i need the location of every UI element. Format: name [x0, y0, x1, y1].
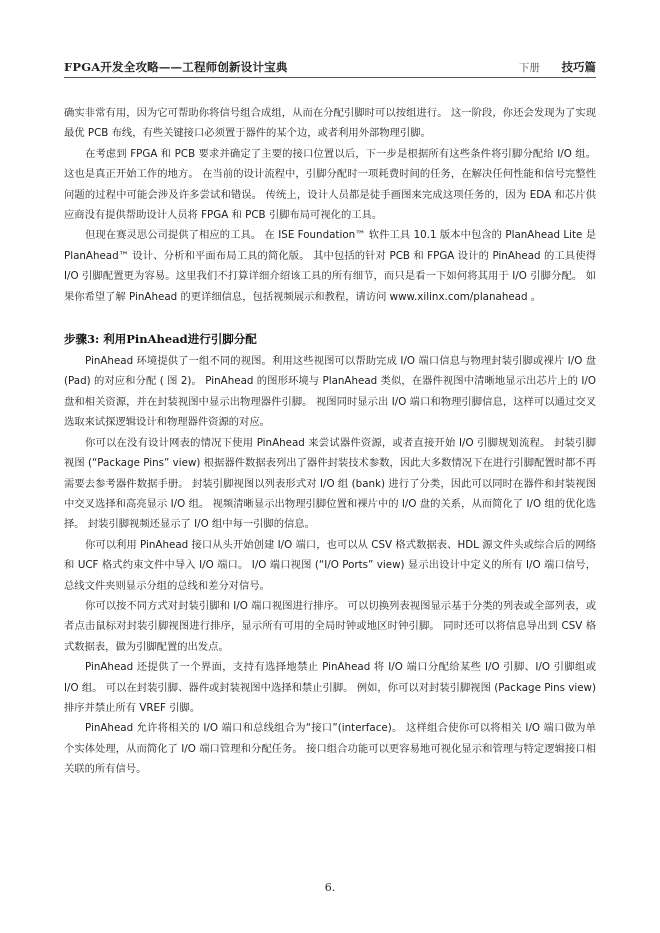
- book-title: FPGA开发全攻略——工程师创新设计宝典: [64, 60, 288, 74]
- paragraph: 你可以在没有设计网表的情况下使用 PinAhead 来尝试器件资源，或者直接开始 I/O 引脚规划流程。 封装引脚视图 (“Package Pins” view) 根据器件数据表列出了器件封装技术参数，因此大多数情况下在进行引脚配置时都不再需要去参考器件数据手册。 封装引脚视图以列表形式对 I/O 组 (bank) 进行了分类，因此可以同时在器件和封装视图中交叉选择和高亮显示 I/O 组。 视频清晰显示出物理引脚位置和裸片中的 I/O 盘的关系，从而简化了 I/O 组的优化选择。 封装引脚视频还显示了 I/O 组中每一引脚的信息。: [64, 436, 596, 531]
- page-body: [64, 103, 596, 780]
- running-header: [64, 55, 596, 78]
- paragraph: 你可以利用 PinAhead 接口从头开始创建 I/O 端口，也可以从 CSV 格式数据表、HDL 源文件头或综合后的网络和 UCF 格式约束文件中导入 I/O 端口。 I/O 端口视图 (“I/O Ports” view) 显示出设计中定义的所有 I/O 端口信号，总线文件夹则显示分组的总线和差分对信号。: [64, 538, 596, 592]
- section-heading: 步骤3: 利用PinAhead进行引脚分配: [64, 332, 257, 347]
- paragraph: 但现在赛灵思公司提供了相应的工具。 在 ISE Foundation™ 软件工具 10.1 版本中包含的 PlanAhead Lite 是 PlanAhead™ 设计、分析和平面布局工具的简化版。 其中包括的针对 PCB 和 FPGA 设计的 PinAhead 的工具使得 I/O 引脚配置更为容易。这里我们不打算详细介绍该工具的所有细节，而只是看一下如何将其用于 I/O 引脚分配。 如果你希望了解 PinAhead 的更详细信息，包括视频展示和教程，请访问 www.xilinx.com/planahead 。: [64, 229, 596, 303]
- paragraph: 确实非常有用，因为它可帮助你将信号组合成组，从而在分配引脚时可以按组进行。 这一阶段，你还会发现为了实现最优 PCB 布线，有些关键接口必须置于器件的某个边，或者利用外部物理引脚。: [64, 107, 596, 140]
- paragraph: PinAhead 还提供了一个界面，支持有选择地禁止 PinAhead 将 I/O 端口分配给某些 I/O 引脚、I/O 引脚组或 I/O 组。 可以在封装引脚、器件或封装视图中选择和禁止引脚。 例如，你可以对封装引脚视图 (Package Pins view) 排序并禁止所有 VREF 引脚。: [64, 661, 596, 714]
- paragraph: PinAhead 允许将相关的 I/O 端口和总线组合为“接口”(interface)。 这样组合使你可以将相关 I/O 端口做为单个实体处理，从而简化了 I/O 端口管理和分配任务。 接口组合功能可以更容易地可视化显示和管理与特定逻辑接口相关联的所有信号。: [64, 722, 596, 776]
- paragraph: PinAhead 环境提供了一组不同的视图。利用这些视图可以帮助完成 I/O 端口信息与物理封装引脚或裸片 I/O 盘 (Pad) 的对应和分配 ( 图 2)。 PinAhead 的图形环境与 PlanAhead 类似，在器件视图中清晰地显示出芯片上的 I/O 盘和相关资源，并在封装视图中显示出物理器件引脚。 视图同时显示出 I/O 端口和物理引脚信息，这样可以通过交叉选取来试探逻辑设计和物理器件资源的对应。: [64, 355, 596, 429]
- paragraph: 在考虑到 FPGA 和 PCB 要求并确定了主要的接口位置以后，下一步是根据所有这些条件将引脚分配给 I/O 组。 这也是真正开始工作的地方。 在当前的设计流程中，引脚分配时一项耗费时间的任务，在解决任何性能和信号完整性问题的过程中可能会涉及许多尝试和错误。 传统上，设计人员都是徒手画图来完成这项任务的，因为 EDA 和芯片供应商没有提供帮助设计人员将 FPGA 和 PCB 引脚布局可视化的工具。: [64, 147, 596, 222]
- section-label: 技巧篇: [561, 60, 596, 74]
- volume-label: 下册: [518, 62, 540, 74]
- page-number: 6.: [324, 881, 336, 894]
- paragraph: 你可以按不同方式对封装引脚和 I/O 端口视图进行排序。 可以切换列表视图显示基于分类的列表或全部列表，或者点击鼠标对封装引脚视图进行排序，显示所有可用的全局时钟或地区时钟引脚。 同时还可以将信息导出到 CSV 格式数据表，做为引脚配置的出发点。: [64, 599, 596, 653]
- header-section-info: [519, 59, 596, 75]
